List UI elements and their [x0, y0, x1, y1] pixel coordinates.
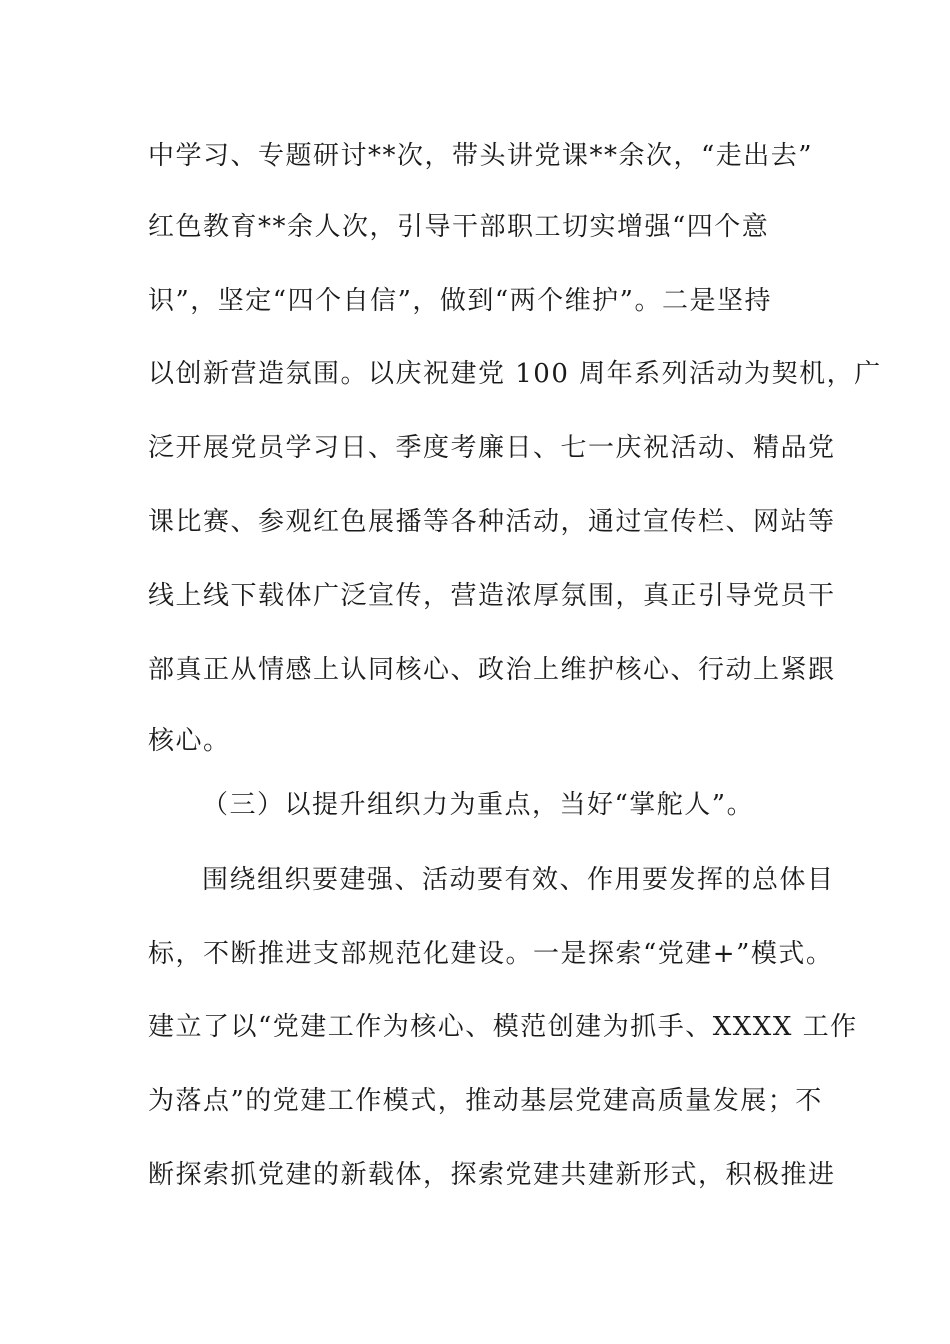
- body-text-line: 红色教育**余人次，引导干部职工切实增强“四个意: [148, 212, 770, 242]
- body-text-line: 标，不断推进支部规范化建设。一是探索“党建+”模式。: [148, 939, 834, 969]
- body-text-line: 线上线下载体广泛宣传，营造浓厚氛围，真正引导党员干: [148, 581, 836, 611]
- body-text-line: 核心。: [148, 726, 231, 756]
- body-text-line: 断探索抓党建的新载体，探索党建共建新形式，积极推进: [148, 1160, 836, 1190]
- paragraph-first-line: 围绕组织要建强、活动要有效、作用要发挥的总体目: [202, 865, 835, 895]
- body-text-line: 建立了以“党建工作为核心、模范创建为抓手、XXXX 工作: [148, 1012, 858, 1042]
- body-text-line: 泛开展党员学习日、季度考廉日、七一庆祝活动、精品党: [148, 433, 836, 463]
- body-text-line: 中学习、专题研讨**次，带头讲党课**余次，“走出去”: [148, 141, 814, 171]
- body-text-line: 以创新营造氛围。以庆祝建党 100 周年系列活动为契机，广: [148, 359, 882, 389]
- body-text-line: 部真正从情感上认同核心、政治上维护核心、行动上紧跟: [148, 655, 836, 685]
- body-text-line: 识”，坚定“四个自信”，做到“两个维护”。二是坚持: [148, 286, 772, 316]
- section-heading: （三）以提升组织力为重点，当好“掌舵人”。: [202, 790, 755, 820]
- body-text-line: 为落点”的党建工作模式，推动基层党建高质量发展；不: [148, 1086, 823, 1116]
- body-text-line: 课比赛、参观红色展播等各种活动，通过宣传栏、网站等: [148, 507, 836, 537]
